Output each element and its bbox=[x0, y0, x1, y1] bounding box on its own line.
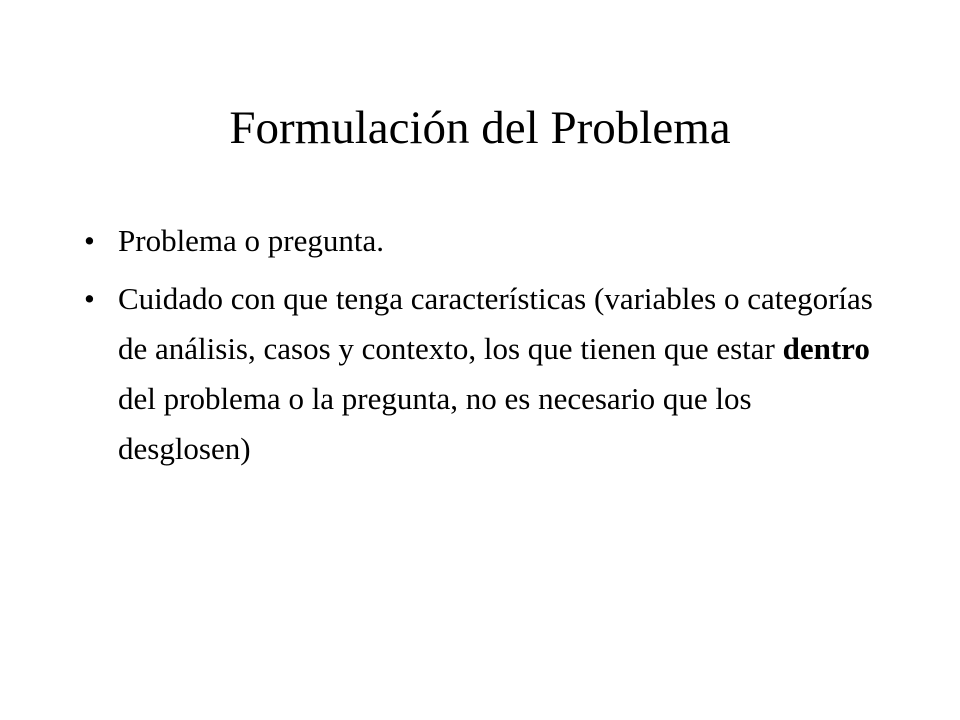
bullet-list bbox=[84, 216, 884, 474]
bullet-text-bold: dentro bbox=[782, 331, 870, 366]
bullet-mark: • bbox=[84, 281, 95, 316]
bullet-text-after: del problema o la pregunta, no es necesario que los desglosen) bbox=[118, 381, 752, 466]
slide-title: Formulación del Problema bbox=[229, 102, 731, 154]
bullet-item-care-characteristics bbox=[84, 274, 884, 474]
bullet-text-before: Cuidado con que tenga características (variables o categorías de análisis, casos y contexto, los que tienen que estar bbox=[118, 281, 873, 366]
bullet-mark: • bbox=[84, 223, 95, 258]
bullet-text: Problema o pregunta. bbox=[118, 223, 385, 258]
bullet-item-problem-or-question bbox=[84, 216, 884, 266]
